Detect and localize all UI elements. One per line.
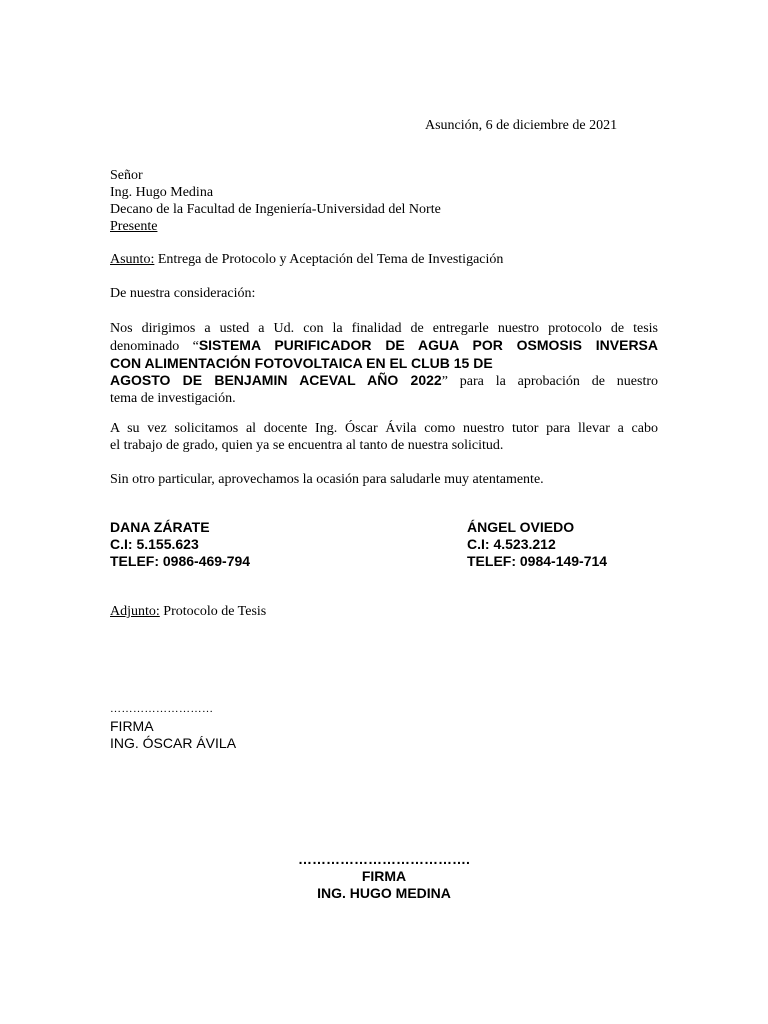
paragraph-1 (110, 320, 658, 407)
recipient-name: Ing. Hugo Medina (110, 185, 214, 200)
recipient-position: Decano de la Facultad de Ingeniería-Universidad del Norte (110, 202, 441, 217)
paragraph-3: Sin otro particular, aprovechamos la ocasión para saludarle muy atentamente. (110, 472, 544, 487)
thesis-title-line3: AGOSTO DE BENJAMIN ACEVAL AÑO 2022 (110, 372, 442, 388)
p1-line2 (110, 337, 658, 355)
p2-line2: el trabajo de grado, quien ya se encuentra al tanto de nuestra solicitud. (110, 438, 504, 453)
dean-signature-dots: ………………………………. (298, 851, 470, 867)
attachment-label: Adjunto: (110, 604, 160, 619)
thesis-title-line2: CON ALIMENTACIÓN FOTOVOLTAICA EN EL CLUB 15 DE (110, 355, 493, 371)
student-2-ci: C.I: 4.523.212 (467, 536, 556, 552)
tutor-signature-label: FIRMA (110, 718, 154, 734)
p1-line2-prefix: denominado “ (110, 339, 199, 354)
tutor-signature-block (110, 701, 236, 752)
place-date: Asunción, 6 de diciembre de 2021 (425, 118, 618, 133)
p1-line4-suffix: ” para la aprobación de nuestro (441, 374, 658, 389)
p1-line5: tema de investigación. (110, 391, 236, 406)
subject-line (110, 251, 503, 268)
subject-text: Entrega de Protocolo y Aceptación del Tema de Investigación (154, 252, 504, 267)
student-1-name: DANA ZÁRATE (110, 519, 210, 535)
dean-signature-label: FIRMA (361, 868, 407, 884)
greeting: De nuestra consideración: (110, 286, 256, 301)
dean-signature-name: ING. HUGO MEDINA (317, 885, 451, 901)
recipient-presente: Presente (110, 219, 158, 234)
p1-line4 (110, 372, 658, 390)
student-2-name: ÁNGEL OVIEDO (467, 519, 575, 535)
student-1-ci: C.I: 5.155.623 (110, 536, 199, 552)
thesis-title-line1: SISTEMA PURIFICADOR DE AGUA POR OSMOSIS INVERSA (198, 337, 658, 353)
dean-signature-block (234, 851, 534, 902)
p2-line1: A su vez solicitamos al docente Ing. Óscar Ávila como nuestro tutor para llevar a cabo (110, 421, 658, 436)
tutor-signature-name: ING. ÓSCAR ÁVILA (110, 735, 237, 751)
student-1-phone: TELEF: 0986-469-794 (110, 553, 251, 569)
attachment-line (110, 603, 266, 620)
p1-line1: Nos dirigimos a usted a Ud. con la finalidad de entregarle nuestro protocolo de tesis (110, 321, 658, 336)
recipient-block (110, 167, 441, 235)
recipient-salutation: Señor (110, 168, 143, 183)
student-1-block (110, 519, 250, 570)
subject-label: Asunto: (110, 252, 155, 267)
student-2-block (467, 519, 607, 570)
paragraph-2 (110, 420, 658, 454)
student-2-phone: TELEF: 0984-149-714 (467, 553, 608, 569)
attachment-text: Protocolo de Tesis (159, 604, 267, 619)
tutor-signature-dots: ……………………… (110, 703, 214, 715)
